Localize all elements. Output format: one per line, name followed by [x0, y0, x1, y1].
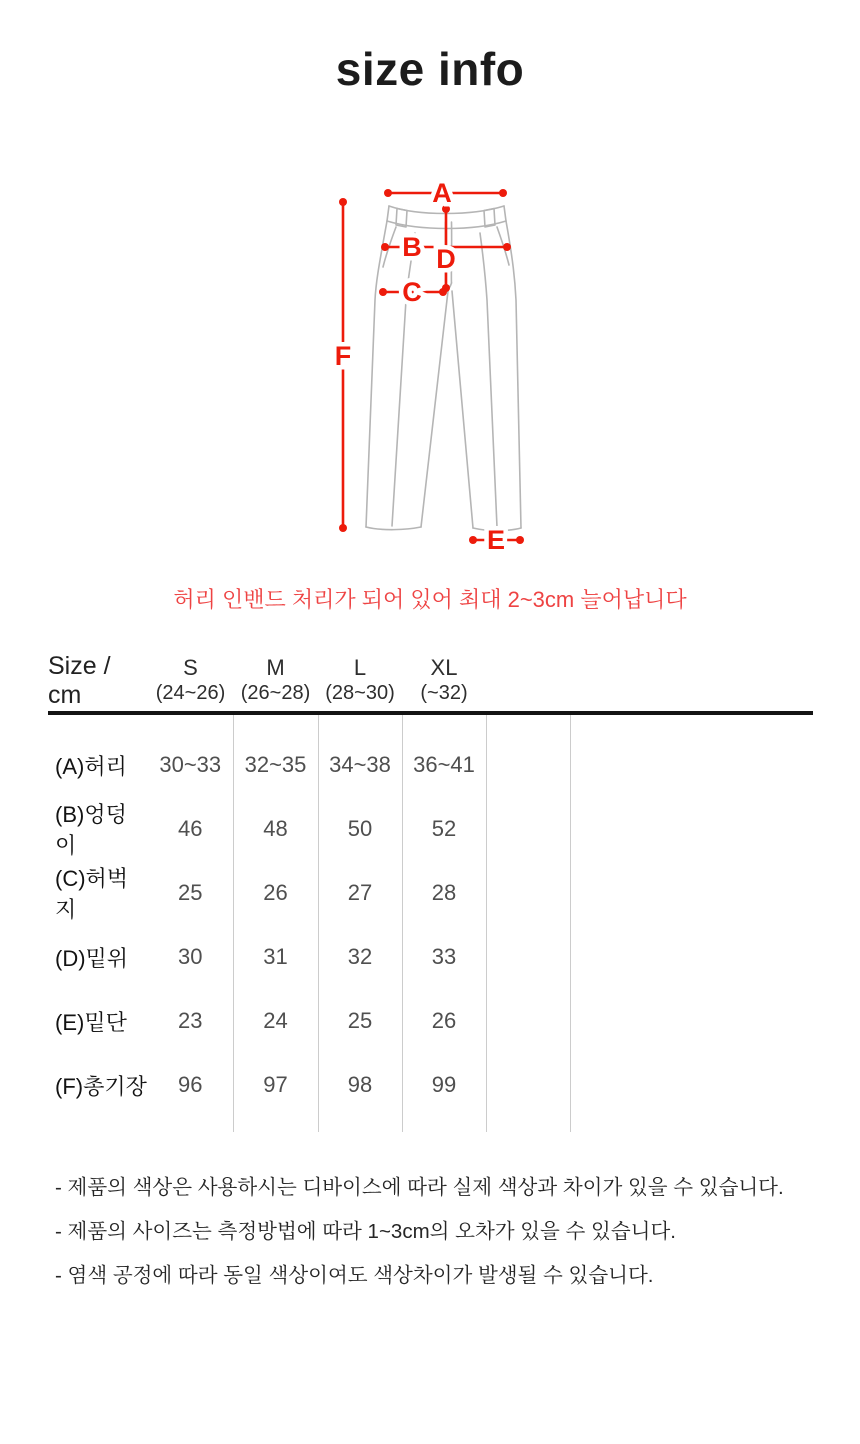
waistband-notice: 허리 인밴드 처리가 되어 있어 최대 2~3cm 늘어납니다 — [173, 587, 687, 612]
table-row-rise — [48, 925, 813, 989]
cell-value: 96 — [178, 1072, 203, 1097]
cell-value: 97 — [233, 1053, 318, 1132]
measure-label-b: B — [402, 232, 422, 262]
table-row-total-length — [48, 1053, 813, 1132]
corner-label: Size / cm — [48, 650, 148, 713]
col-name: M — [266, 655, 285, 680]
col-name: XL — [430, 655, 458, 680]
disclaimer-notes — [55, 1166, 820, 1298]
cell-value: 33 — [402, 925, 486, 989]
table-row-hip — [48, 797, 813, 861]
cell-value: 23 — [178, 1008, 203, 1033]
col-header-empty-1 — [486, 650, 570, 713]
col-header-m — [233, 650, 318, 713]
cell-empty — [570, 1053, 813, 1132]
table-row-waist — [48, 713, 813, 797]
cell-value: 26 — [233, 861, 318, 925]
cell-empty — [486, 861, 570, 925]
row-label: (E)밑단 — [55, 1009, 127, 1035]
cell-value: 52 — [402, 797, 486, 861]
col-header-l — [318, 650, 402, 713]
cell-empty — [570, 797, 813, 861]
page-title: size info — [335, 43, 525, 95]
size-table-body — [48, 713, 813, 1132]
cell-value: 28 — [402, 861, 486, 925]
cell-value: 34~38 — [318, 713, 402, 797]
cell-value: 26 — [402, 989, 486, 1053]
col-header-empty-2 — [570, 650, 813, 713]
measure-label-e: E — [486, 525, 506, 555]
measure-label-d: D — [436, 244, 456, 274]
row-label: (B)엉덩이 — [55, 802, 127, 858]
col-range: (~32) — [420, 682, 468, 704]
cell-empty — [486, 797, 570, 861]
cell-value: 30~33 — [159, 752, 222, 777]
size-table — [48, 650, 813, 1132]
cell-value: 98 — [318, 1053, 402, 1132]
cell-value: 99 — [402, 1053, 486, 1132]
col-range: (24~26) — [155, 682, 226, 704]
col-range: (26~28) — [240, 682, 311, 704]
cell-value: 30 — [178, 944, 203, 969]
cell-empty — [570, 713, 813, 797]
note-line: - 제품의 색상은 사용하시는 디바이스에 따라 실제 색상과 차이가 있을 수 있습니다. — [55, 1176, 784, 1199]
pants-diagram-svg — [330, 175, 580, 557]
col-name: L — [353, 655, 367, 680]
size-table-header — [48, 650, 813, 713]
col-range: (28~30) — [325, 682, 395, 704]
row-label: (C)허벅지 — [55, 866, 129, 922]
cell-value: 50 — [318, 797, 402, 861]
measure-label-f: F — [334, 341, 352, 371]
cell-value: 31 — [233, 925, 318, 989]
row-label: (A)허리 — [55, 753, 127, 779]
cell-empty — [486, 713, 570, 797]
cell-value: 25 — [318, 989, 402, 1053]
row-label: (D)밑위 — [55, 945, 129, 971]
table-row-thigh — [48, 861, 813, 925]
cell-empty — [486, 925, 570, 989]
col-name: S — [183, 655, 198, 680]
cell-value: 24 — [233, 989, 318, 1053]
col-header-s — [148, 650, 233, 713]
cell-empty — [486, 989, 570, 1053]
pants-measurement-diagram — [330, 175, 580, 557]
table-row-hem — [48, 989, 813, 1053]
cell-value: 32~35 — [233, 713, 318, 797]
col-header-xl — [402, 650, 486, 713]
row-label: (F)총기장 — [55, 1073, 147, 1099]
cell-value: 36~41 — [402, 713, 486, 797]
note-line: - 제품의 사이즈는 측정방법에 따라 1~3cm의 오차가 있을 수 있습니다. — [55, 1220, 676, 1243]
cell-empty — [570, 861, 813, 925]
note-line: - 염색 공정에 따라 동일 색상이여도 색상차이가 발생될 수 있습니다. — [55, 1264, 654, 1287]
measure-label-a: A — [432, 178, 452, 208]
measure-label-c: C — [402, 277, 422, 307]
cell-value: 32 — [318, 925, 402, 989]
cell-value: 27 — [318, 861, 402, 925]
cell-value: 25 — [178, 880, 203, 905]
cell-empty — [570, 989, 813, 1053]
cell-value: 46 — [178, 816, 203, 841]
cell-empty — [570, 925, 813, 989]
cell-value: 48 — [233, 797, 318, 861]
cell-empty — [486, 1053, 570, 1132]
